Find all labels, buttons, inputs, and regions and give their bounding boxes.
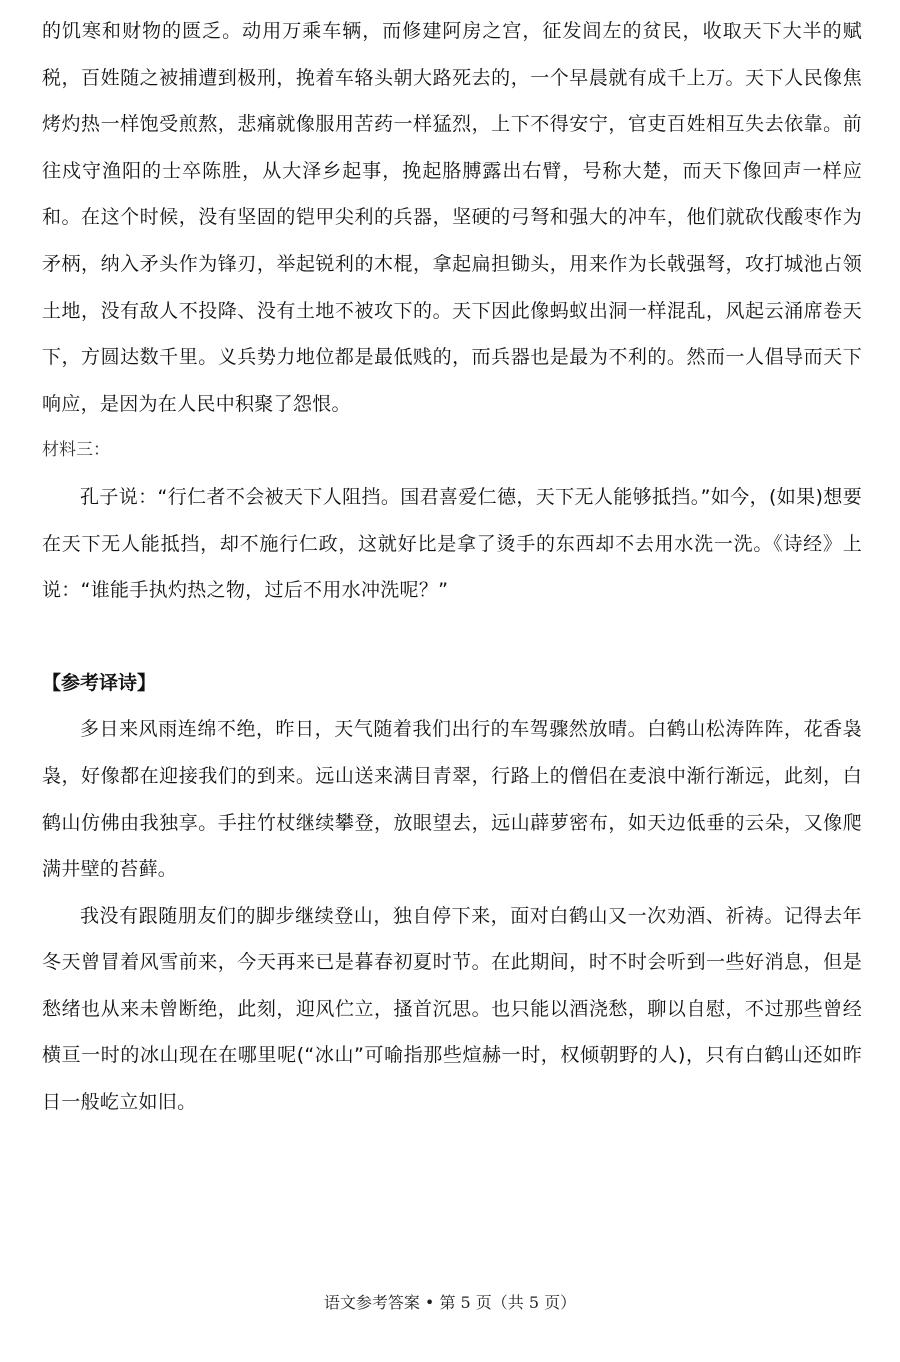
poem-translation-paragraph-1: 多日来风雨连绵不绝，昨日，天气随着我们出行的车驾骤然放晴。白鹤山松涛阵阵，花香袅袅，好像都在迎接我们的到来。远山送来满目青翠，行路上的僧侣在麦浪中渐行渐远，此刻，白鹤山仿佛由我独享。手拄竹杖继续攀登，放眼望去，远山薜萝密布，如天边低垂的云朵，又像爬满井壁的苔藓。 <box>42 718 862 881</box>
poem-translation-paragraph-2: 我没有跟随朋友们的脚步继续登山，独自停下来，面对白鹤山又一次劝酒、祈祷。记得去年冬天曾冒着风雪前来，今天再来已是暮春初夏时节。在此期间，时不时会听到一些好消息，但是愁绪也从来未曾断绝，此刻，迎风伫立，搔首沉思。也只能以酒浇愁，聊以自慰，不过那些曾经横亘一时的冰山现在在哪里呢(“冰山”可喻指那些煊赫一时，权倾朝野的人)，只有白鹤山还如昨日一般屹立如旧。 <box>42 904 862 1114</box>
material-three-paragraph: 孔子说：“行仁者不会被天下人阻挡。国君喜爱仁德，天下无人能够抵挡。”如今，(如果)想要在天下无人能抵挡，却不施行仁政，这就好比是拿了烫手的东西却不去用水洗一洗。《诗经》上说：“谁能手执灼热之物，过后不用水冲洗呢？” <box>42 485 862 602</box>
page-footer: 语文参考答案 • 第 5 页（共 5 页） <box>323 1293 577 1312</box>
section-spacer <box>42 614 862 660</box>
poem-translation-heading: 【参考译诗】 <box>42 671 157 694</box>
material-two-paragraph: 的饥寒和财物的匮乏。动用万乘车辆，而修建阿房之宫，征发闾左的贫民，收取天下大半的赋税，百姓随之被捕遭到极刑，挽着车辂头朝大路死去的，一个早晨就有成千上万。天下人民像焦烤灼热一样饱受煎熬，悲痛就像服用苦药一样猛烈，上下不得安宁，官吏百姓相互失去依靠。前往戍守渔阳的士卒陈胜，从大泽乡起事，挽起胳膊露出右臂，号称大楚，而天下像回声一样应和。在这个时候，没有坚固的铠甲尖利的兵器，坚硬的弓弩和强大的冲车，他们就砍伐酸枣作为矛柄，纳入矛头作为锋刃，举起锐利的木棍，拿起扁担锄头，用来作为长戟强弩，攻打城池占领土地，没有敌人不投降、没有土地不被攻下的。天下因此像蚂蚁出洞一样混乱，风起云涌席卷天下，方圆达数千里。义兵势力地位都是最低贱的，而兵器也是最为不利的。然而一人倡导而天下响应，是因为在人民中积聚了怨恨。 <box>42 20 862 415</box>
page-content <box>42 8 862 1126</box>
material-three-label: 材料三： <box>42 440 110 461</box>
